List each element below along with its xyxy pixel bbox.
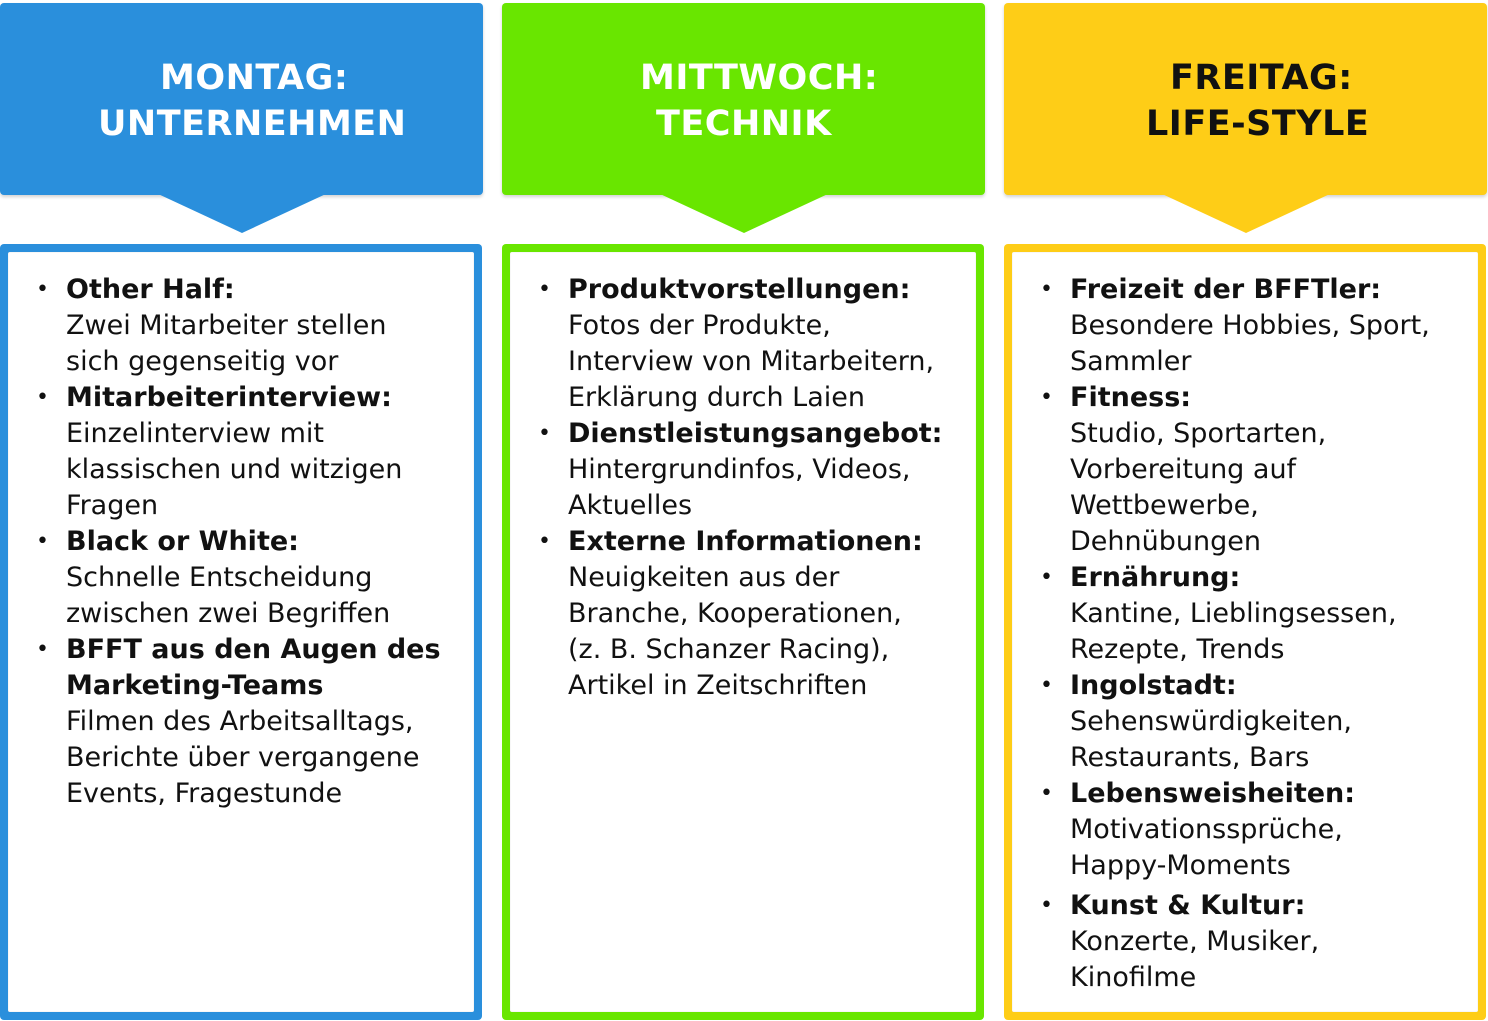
column-mittwoch	[502, 0, 986, 1021]
bullet-icon: •	[1040, 781, 1053, 806]
list-item	[36, 524, 476, 632]
header-title-line1: MITTWOCH:	[640, 58, 879, 98]
arrow-down-icon	[156, 193, 328, 233]
item-text: Sehenswürdigkeiten, Restaurants, Bars	[1070, 706, 1352, 773]
item-text: Einzelinterview mit klassischen und witzigen Fragen	[66, 418, 403, 521]
item-text: Fotos der Produkte, Interview von Mitarbeitern, Erklärung durch Laien	[568, 310, 935, 413]
list-item	[36, 380, 476, 524]
list-item	[538, 524, 978, 704]
list-item	[1040, 776, 1480, 884]
bullet-icon: •	[538, 277, 551, 302]
bullet-icon: •	[538, 421, 551, 446]
item-title: Mitarbeiterinterview:	[66, 382, 392, 413]
header-title-line1: FREITAG:	[1170, 58, 1353, 98]
list-item	[1040, 888, 1480, 996]
arrow-down-icon	[658, 193, 830, 233]
item-text: Filmen des Arbeitsalltags, Berichte über vergangene Events, Fragestunde	[66, 706, 420, 809]
header-title-line2: LIFE-STYLE	[1146, 104, 1370, 144]
item-list-mittwoch	[538, 272, 978, 704]
list-item	[1040, 272, 1480, 380]
item-title: Black or White:	[66, 526, 299, 557]
item-title: Lebensweisheiten:	[1070, 778, 1356, 809]
bullet-icon: •	[36, 277, 49, 302]
bullet-icon: •	[1040, 893, 1053, 918]
item-text: Neuigkeiten aus der Branche, Kooperationen, (z. B. Schanzer Racing), Artikel in Zeitschriften	[568, 562, 902, 701]
bullet-icon: •	[1040, 385, 1053, 410]
bullet-icon: •	[36, 529, 49, 554]
list-item	[538, 272, 978, 416]
item-title: Ernährung:	[1070, 562, 1241, 593]
header-title-line2: UNTERNEHMEN	[98, 104, 407, 144]
arrow-down-icon	[1160, 193, 1332, 233]
item-title: Ingolstadt:	[1070, 670, 1237, 701]
item-text: Hintergrundinfos, Videos, Aktuelles	[568, 454, 911, 521]
item-text: Kantine, Lieblingsessen, Rezepte, Trends	[1070, 598, 1397, 665]
list-item	[538, 416, 978, 524]
header-montag	[0, 3, 483, 195]
item-title: Produktvorstellungen:	[568, 274, 911, 305]
header-title-freitag	[1004, 55, 1487, 147]
header-title-mittwoch	[502, 55, 985, 147]
header-title-line1: MONTAG:	[160, 58, 349, 98]
list-item	[1040, 380, 1480, 560]
item-title: Other Half:	[66, 274, 235, 305]
item-title: Kunst & Kultur:	[1070, 890, 1306, 921]
item-title: BFFT aus den Augen des Marketing-Teams	[66, 634, 441, 701]
header-mittwoch	[502, 3, 985, 195]
item-list-montag	[36, 272, 476, 812]
item-title: Dienstleistungsangebot:	[568, 418, 943, 449]
item-text: Studio, Sportarten, Vorbereitung auf Wettbewerbe, Dehnübungen	[1070, 418, 1327, 557]
item-list-freitag	[1040, 272, 1480, 996]
bullet-icon: •	[1040, 673, 1053, 698]
header-title-montag	[0, 55, 483, 147]
list-item	[1040, 560, 1480, 668]
list-item	[1040, 668, 1480, 776]
header-freitag	[1004, 3, 1487, 195]
column-montag	[0, 0, 484, 1021]
bullet-icon: •	[1040, 277, 1053, 302]
column-freitag	[1004, 0, 1488, 1021]
item-text: Zwei Mitarbeiter stellen sich gegenseitig vor	[66, 310, 387, 377]
header-title-line2: TECHNIK	[656, 104, 832, 144]
bullet-icon: •	[1040, 565, 1053, 590]
item-title: Freizeit der BFFTler:	[1070, 274, 1382, 305]
item-text: Konzerte, Musiker, Kinofilme	[1070, 926, 1320, 993]
item-text: Besondere Hobbies, Sport, Sammler	[1070, 310, 1430, 377]
item-text: Schnelle Entscheidung zwischen zwei Begriffen	[66, 562, 391, 629]
bullet-icon: •	[36, 637, 49, 662]
bullet-icon: •	[538, 529, 551, 554]
list-item	[36, 272, 476, 380]
bullet-icon: •	[36, 385, 49, 410]
list-item	[36, 632, 476, 812]
item-text: Motivationssprüche, Happy-Moments	[1070, 814, 1343, 881]
item-title: Externe Informationen:	[568, 526, 923, 557]
item-title: Fitness:	[1070, 382, 1192, 413]
